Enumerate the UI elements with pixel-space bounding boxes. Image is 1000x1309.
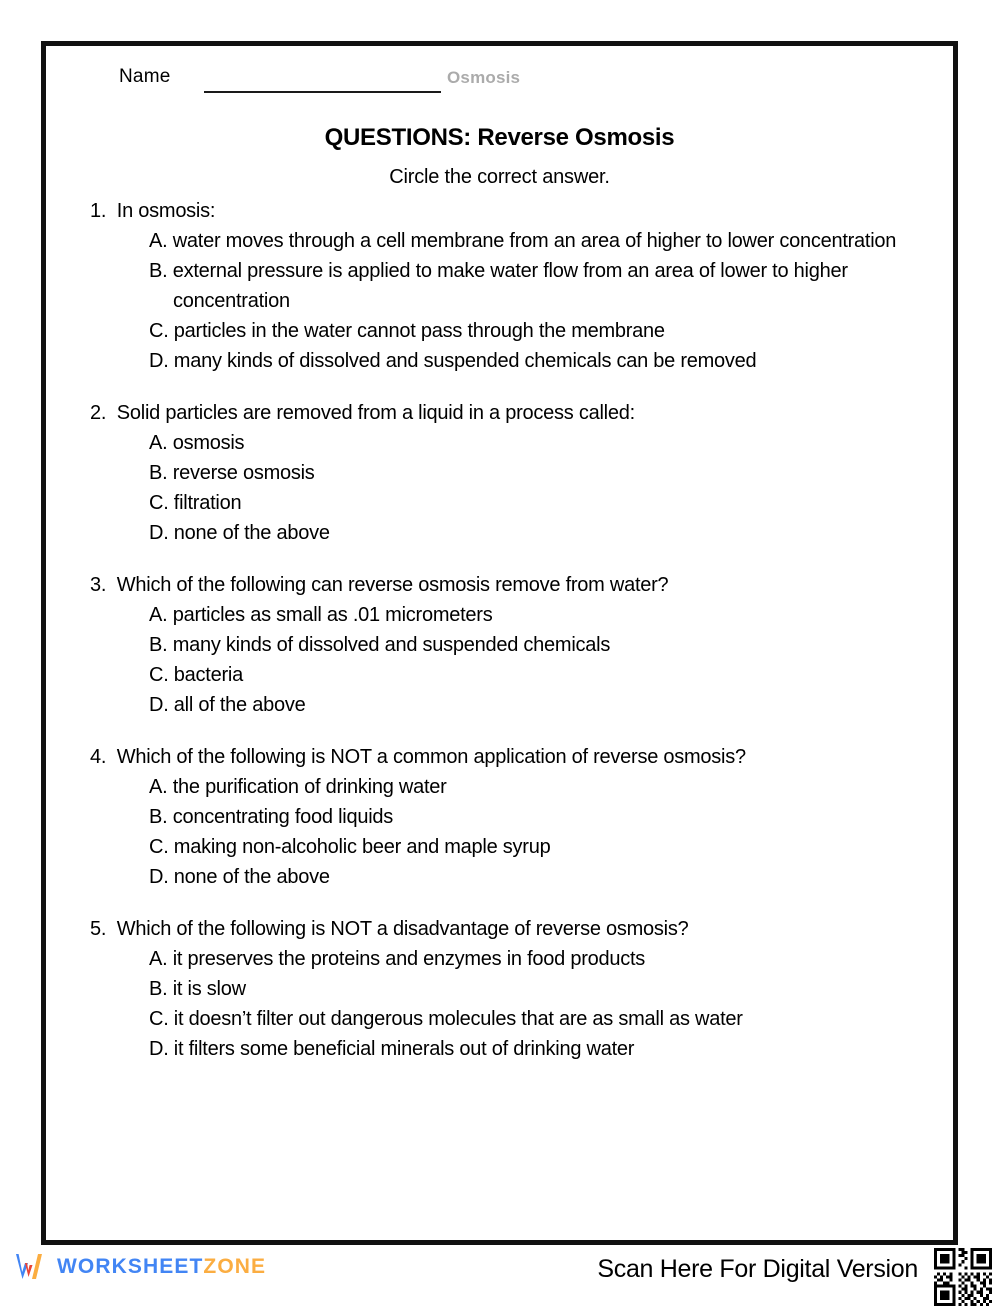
question-block	[76, 196, 935, 376]
option-list	[76, 944, 935, 1064]
option-list	[76, 428, 935, 548]
qr-code-icon[interactable]	[929, 1245, 997, 1309]
brand-logo[interactable]	[14, 1251, 266, 1283]
option-item[interactable]: D. none of the above	[149, 522, 330, 544]
question-stem: 3. Which of the following can reverse osmosis remove from water?	[90, 574, 669, 596]
brand-wordmark	[57, 1255, 266, 1279]
page-title: QUESTIONS: Reverse Osmosis	[324, 124, 675, 151]
question-stem: 5. Which of the following is NOT a disadvantage of reverse osmosis?	[90, 918, 689, 940]
option-item[interactable]: B. many kinds of dissolved and suspended chemicals	[149, 634, 611, 656]
option-item[interactable]: A. water moves through a cell membrane from an area of higher to lower concentration	[149, 230, 897, 252]
option-item[interactable]: C. particles in the water cannot pass through the membrane	[149, 320, 665, 342]
option-item[interactable]: D. many kinds of dissolved and suspended chemicals can be removed	[149, 350, 757, 372]
option-item[interactable]: C. bacteria	[149, 664, 243, 686]
option-item[interactable]: A. the purification of drinking water	[149, 776, 447, 798]
questions-list	[76, 196, 935, 1086]
option-item[interactable]: D. it filters some beneficial minerals out of drinking water	[149, 1038, 635, 1060]
worksheet-frame	[41, 41, 958, 1245]
option-item[interactable]: A. it preserves the proteins and enzymes in food products	[149, 948, 646, 970]
scan-prompt-text: Scan Here For Digital Version	[597, 1255, 918, 1283]
option-item[interactable]: C. filtration	[149, 492, 242, 514]
name-row	[119, 66, 919, 96]
option-item[interactable]: C. it doesn’t filter out dangerous molecules that are as small as water	[149, 1008, 743, 1030]
option-item[interactable]: C. making non-alcoholic beer and maple syrup	[149, 836, 551, 858]
question-block	[76, 398, 935, 548]
option-item[interactable]: B. it is slow	[149, 978, 246, 1000]
option-item[interactable]: D. all of the above	[149, 694, 306, 716]
brand-word-worksheet: WORKSHEET	[57, 1255, 204, 1278]
question-block	[76, 570, 935, 720]
option-item[interactable]: B. external pressure is applied to make water flow from an area of lower to higher concentration	[149, 260, 848, 312]
option-list	[76, 600, 935, 720]
option-item[interactable]: B. concentrating food liquids	[149, 806, 394, 828]
name-label: Name	[119, 66, 171, 87]
option-list	[76, 226, 935, 376]
question-block	[76, 742, 935, 892]
question-stem: 2. Solid particles are removed from a liquid in a process called:	[90, 402, 635, 424]
worksheet-zone-logo-icon	[14, 1251, 48, 1283]
brand-word-zone: ZONE	[203, 1255, 267, 1278]
topic-tag: Osmosis	[447, 68, 521, 87]
option-item[interactable]: A. osmosis	[149, 432, 245, 454]
option-item[interactable]: B. reverse osmosis	[149, 462, 315, 484]
instructions-text: Circle the correct answer.	[389, 166, 610, 188]
page-footer	[0, 1245, 1000, 1294]
option-item[interactable]: D. none of the above	[149, 866, 330, 888]
option-item[interactable]: A. particles as small as .01 micrometers	[149, 604, 493, 626]
name-input-blank[interactable]	[204, 91, 441, 93]
option-list	[76, 772, 935, 892]
question-block	[76, 914, 935, 1064]
question-stem: 1. In osmosis:	[90, 200, 216, 222]
question-stem: 4. Which of the following is NOT a common application of reverse osmosis?	[90, 746, 746, 768]
